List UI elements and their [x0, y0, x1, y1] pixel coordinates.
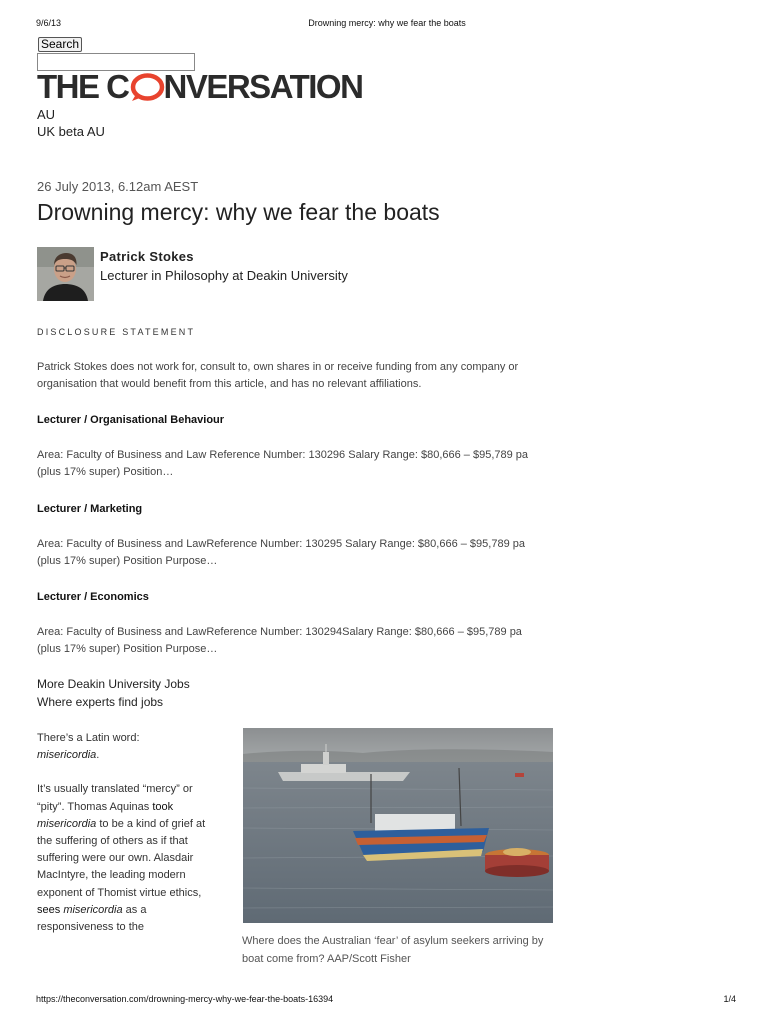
author-photo[interactable] [37, 247, 94, 301]
latin-word: misericordia [37, 817, 97, 830]
logo-text-left: THE C [37, 68, 129, 105]
body-text-run: . [96, 749, 100, 762]
more-jobs-link[interactable]: More Deakin University Jobs [37, 677, 190, 691]
print-page-number: 1/4 [723, 994, 736, 1004]
body-paragraph-2 [37, 781, 209, 936]
article-headline: Drowning mercy: why we fear the boats [37, 199, 440, 225]
took-link[interactable]: took [152, 800, 174, 813]
logo-o-mark-icon [130, 72, 165, 102]
print-title: Drowning mercy: why we fear the boats [308, 18, 466, 28]
job-desc-2: Area: Faculty of Business and LawReference Number: 130295 Salary Range: $80,666 – $95,789 pa (plus 17% super) Position Purpose… [37, 538, 525, 567]
edition-links[interactable]: UK beta AU [37, 124, 105, 139]
author-name[interactable]: Patrick Stokes [100, 249, 194, 264]
sees-link[interactable]: sees [37, 903, 61, 916]
article-date: 26 July 2013, 6.12am AEST [37, 179, 199, 194]
experts-link[interactable]: Where experts find jobs [37, 695, 164, 709]
job-desc-3: Area: Faculty of Business and LawReference Number: 130294Salary Range: $80,666 – $95,789 pa (plus 17% super) Position Purpose… [37, 626, 522, 655]
site-logo[interactable] [37, 69, 362, 105]
print-url: https://theconversation.com/drowning-mercy-why-we-fear-the-boats-16394 [36, 994, 334, 1004]
body-paragraph-1 [37, 730, 209, 764]
article-body [37, 730, 209, 953]
photo-caption: Where does the Australian ‘fear’ of asylum seekers arriving by boat come from? AAP/Scott Fisher [242, 935, 544, 965]
job-title-2[interactable]: Lecturer / Marketing [37, 503, 143, 515]
print-date: 9/6/13 [36, 18, 62, 28]
latin-word: misericordia [63, 903, 123, 916]
search-button[interactable]: Search [38, 37, 82, 52]
disclosure-heading: DISCLOSURE STATEMENT [37, 327, 196, 337]
logo-text-right: NVERSATION [163, 68, 363, 105]
job-title-3[interactable]: Lecturer / Economics [37, 591, 149, 603]
body-text-run: There’s a Latin word: [37, 732, 140, 744]
disclosure-text: Patrick Stokes does not work for, consult to, own shares in or receive funding from any company or organisation that would benefit from this article, and has no relevant affiliations. [37, 361, 519, 390]
body-text-run: It’s usually translated “mercy” or “pity”. Thomas Aquinas [37, 783, 193, 813]
print-header [36, 18, 738, 32]
author-role: Lecturer in Philosophy at Deakin University [100, 268, 348, 283]
print-footer [36, 994, 736, 1008]
body-text-run: as a responsiveness to the [37, 903, 147, 934]
edition-current[interactable]: AU [37, 107, 56, 122]
latin-word: misericordia [37, 749, 97, 762]
article-photo[interactable] [243, 728, 553, 923]
job-title-1[interactable]: Lecturer / Organisational Behaviour [37, 414, 225, 426]
job-desc-1: Area: Faculty of Business and Law Reference Number: 130296 Salary Range: $80,666 – $95,789 pa (plus 17% super) Position… [37, 449, 529, 478]
body-text-run: to be a kind of grief at the suffering of others as if that suffering were our own. Alasdair MacIntyre, the leading modern exponent of Thomist virtue ethics, [37, 817, 206, 899]
